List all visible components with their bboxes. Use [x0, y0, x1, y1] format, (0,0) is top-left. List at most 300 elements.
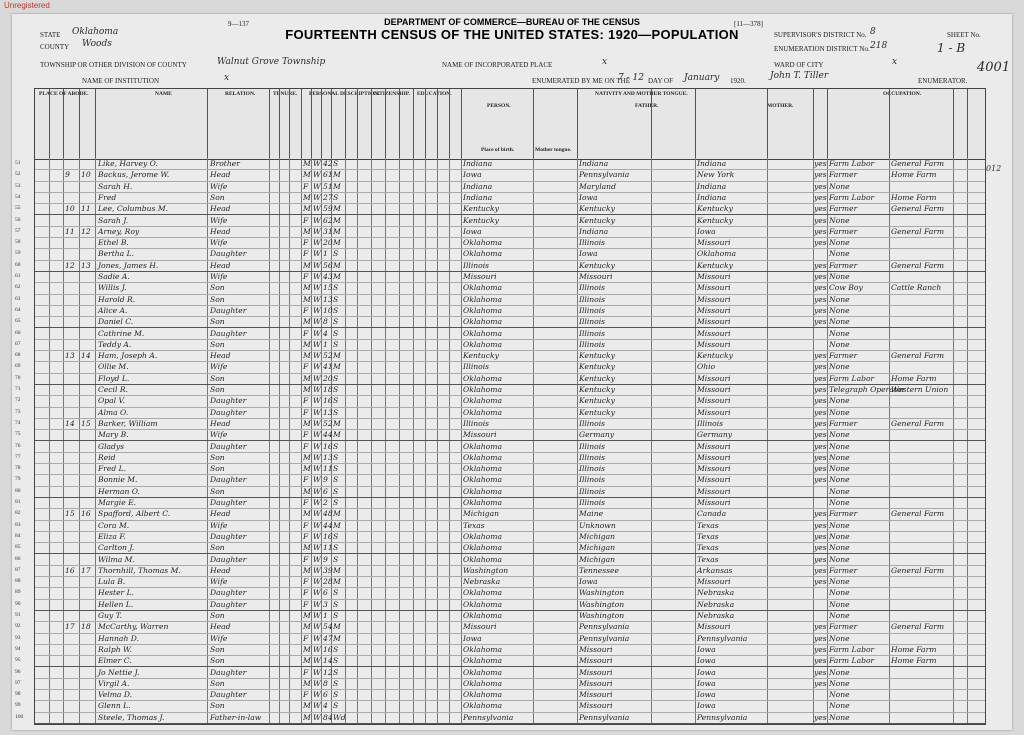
mother-birthplace-cell: Missouri [697, 294, 731, 304]
marital-status-cell: S [333, 678, 339, 688]
line-number-cell: 62 [15, 284, 21, 291]
mother-birthplace-cell: Germany [697, 430, 733, 440]
relation-cell: Wife [210, 633, 228, 643]
person-name-cell: Arney, Roy [98, 226, 140, 236]
marital-status-cell: S [333, 701, 339, 711]
occupation-cell: None [829, 667, 850, 677]
incorporated-label: NAME OF INCORPORATED PLACE [442, 61, 553, 69]
family-number-cell [81, 576, 95, 587]
father-birthplace-cell: Michigan [579, 543, 616, 553]
relation-cell: Son [210, 373, 225, 383]
age-cell: 11 [323, 543, 333, 553]
industry-cell: General Farm [891, 204, 945, 214]
father-birthplace-cell: Kentucky [579, 204, 615, 214]
race-cell: W [313, 373, 321, 383]
industry-cell [891, 294, 953, 305]
mother-birthplace-cell: Canada [697, 509, 727, 519]
marital-status-cell: S [333, 667, 339, 677]
line-number-cell: 65 [15, 318, 21, 325]
relation-cell: Daughter [210, 599, 247, 609]
occupation-cell: Farm Labor [829, 373, 875, 383]
industry-cell: Cattle Ranch [891, 283, 942, 293]
father-birthplace-cell: Maine [579, 509, 604, 519]
race-cell: W [313, 464, 321, 474]
dwelling-number-cell [65, 407, 79, 418]
father-birthplace-cell: Pennsylvania [579, 170, 630, 180]
father-birthplace-cell: Missouri [579, 656, 613, 666]
relation-cell: Father-in-law [210, 712, 262, 722]
mother-birthplace-cell: Iowa [697, 656, 716, 666]
family-number-cell [81, 474, 95, 485]
census-title: FOURTEENTH CENSUS OF THE UNITED STATES: 1920—POPULATION [285, 27, 739, 42]
line-number-cell: 56 [15, 216, 21, 223]
relation-cell: Son [210, 701, 225, 711]
family-number-cell [81, 497, 95, 508]
industry-cell [891, 633, 953, 644]
industry-cell [891, 339, 953, 350]
age-cell: 4 [323, 328, 328, 338]
age-cell: 62 [323, 215, 333, 225]
race-cell: W [313, 599, 321, 609]
father-birthplace-cell: Kentucky [579, 215, 615, 225]
personal-header: PERSONAL DESCRIPTION. [309, 91, 380, 97]
speaks-english-cell: yes [814, 351, 827, 361]
person-subheader: PERSON. [487, 103, 511, 109]
race-cell: W [313, 633, 321, 643]
father-birthplace-cell: Illinois [579, 475, 606, 485]
race-cell: W [313, 667, 321, 677]
line-number-cell: 53 [15, 182, 21, 189]
sex-cell: F [303, 181, 309, 191]
relation-cell: Son [210, 543, 225, 553]
birthplace-cell: Oklahoma [463, 464, 502, 474]
marital-status-cell: S [333, 159, 339, 168]
line-number-cell: 67 [15, 340, 21, 347]
institution-label: NAME OF INSTITUTION [82, 77, 159, 85]
sex-cell: M [303, 283, 311, 293]
person-name-cell: Carlton J. [98, 543, 135, 553]
line-number-cell: 69 [15, 363, 21, 370]
marital-status-cell: M [333, 362, 341, 372]
race-cell: W [313, 272, 321, 281]
person-name-cell: Sadie A. [98, 272, 130, 281]
line-number-cell: 81 [15, 499, 21, 505]
mother-birthplace-cell: Missouri [697, 385, 731, 394]
age-cell: 28 [323, 577, 333, 587]
sex-cell: M [303, 712, 311, 722]
industry-cell [891, 712, 953, 723]
race-cell: W [313, 226, 321, 236]
industry-cell [891, 497, 953, 508]
birthplace-cell: Oklahoma [463, 294, 502, 304]
speaks-english-cell: yes [814, 192, 827, 202]
mother-birthplace-cell: Kentucky [697, 351, 733, 361]
occupation-cell: Telegraph Operator [829, 385, 906, 394]
dwelling-number-cell [65, 452, 79, 463]
speaks-english-cell: yes [814, 294, 827, 304]
dwelling-number-cell [65, 441, 79, 452]
occupation-cell: None [829, 712, 850, 722]
mother-birthplace-cell: Nebraska [697, 599, 735, 609]
race-cell: W [313, 418, 321, 428]
person-name-cell: McCarthy, Warren [98, 622, 169, 632]
race-cell: W [313, 712, 321, 722]
age-cell: 43 [323, 272, 333, 281]
dwelling-number-cell [65, 531, 79, 542]
occupation-cell: Farmer [829, 509, 858, 519]
speaks-english-cell: yes [814, 656, 827, 666]
father-birthplace-cell: Missouri [579, 644, 613, 654]
family-number-cell [81, 282, 95, 293]
father-birthplace-cell: Washington [579, 599, 625, 609]
father-birthplace-cell: Iowa [579, 192, 598, 202]
race-cell: W [313, 362, 321, 372]
dwelling-number-cell [65, 361, 79, 372]
speaks-english-cell: yes [814, 531, 827, 541]
sex-cell: F [303, 599, 309, 609]
person-name-cell: Cathrine M. [98, 328, 145, 338]
occupation-cell: None [829, 701, 850, 711]
mother-birthplace-cell: Missouri [697, 238, 731, 248]
speaks-english-cell [814, 248, 828, 259]
line-number-cell: 73 [15, 408, 21, 415]
occupation-cell: None [829, 339, 850, 349]
father-birthplace-cell: Illinois [579, 464, 606, 474]
mother-birthplace-cell: Pennsylvania [697, 712, 748, 722]
sex-cell: F [303, 520, 309, 530]
industry-cell [891, 610, 953, 621]
line-number-cell: 60 [15, 261, 21, 268]
father-birthplace-cell: Illinois [579, 238, 606, 248]
marital-status-cell: S [333, 464, 339, 474]
relation-cell: Son [210, 656, 225, 666]
race-cell: W [313, 339, 321, 349]
age-cell: 27 [323, 192, 333, 202]
marital-status-cell: S [333, 305, 339, 315]
birthplace-cell: Oklahoma [463, 283, 502, 293]
relation-cell: Head [210, 509, 231, 519]
mother-birthplace-cell: Nebraska [697, 588, 735, 598]
occupation-cell: None [829, 531, 850, 541]
speaks-english-cell: yes [814, 283, 827, 293]
occupation-cell: None [829, 407, 850, 417]
age-cell: 44 [323, 430, 333, 440]
speaks-english-cell: yes [814, 260, 827, 270]
ward-label: WARD OF CITY [774, 61, 824, 69]
birthplace-cell: Oklahoma [463, 554, 502, 564]
occupation-cell: None [829, 215, 850, 225]
relation-cell: Daughter [210, 328, 247, 338]
line-number-cell: 70 [15, 374, 21, 381]
age-cell: 3 [323, 599, 328, 609]
father-birthplace-cell: Illinois [579, 498, 606, 507]
relation-cell: Wife [210, 272, 228, 281]
family-number-cell [81, 158, 95, 169]
birthplace-cell: Washington [463, 565, 509, 575]
age-cell: 6 [323, 588, 328, 598]
birthplace-cell: Oklahoma [463, 317, 502, 327]
birthplace-cell: Oklahoma [463, 599, 502, 609]
sex-cell: F [303, 305, 309, 315]
age-cell: 39 [323, 565, 333, 575]
occupation-cell: None [829, 396, 850, 406]
age-cell: 14 [323, 656, 333, 666]
sex-cell: M [303, 204, 311, 214]
day-label: DAY OF [648, 77, 673, 85]
birthplace-cell: Oklahoma [463, 475, 502, 485]
line-number-cell: 97 [15, 679, 21, 686]
family-number-cell [81, 689, 95, 700]
dwelling-number-cell: 10 [65, 204, 75, 214]
marital-status-cell: M [333, 204, 341, 214]
race-cell: W [313, 238, 321, 248]
marital-status-cell: S [333, 656, 339, 666]
family-number-cell [81, 305, 95, 316]
family-number-cell [81, 587, 95, 598]
speaks-english-cell: yes [814, 272, 827, 281]
dwelling-number-cell [65, 192, 79, 203]
age-cell: 52 [323, 418, 333, 428]
sex-cell: M [303, 170, 311, 180]
industry-cell [891, 554, 953, 565]
sex-cell: M [303, 317, 311, 327]
speaks-english-cell: yes [814, 452, 827, 462]
family-number-cell: 12 [81, 226, 91, 236]
father-birthplace-cell: Missouri [579, 667, 613, 677]
father-birthplace-cell: Illinois [579, 486, 606, 496]
race-cell: W [313, 588, 321, 598]
dwelling-number-cell [65, 700, 79, 711]
person-name-cell: Thornhill, Thomas M. [98, 565, 181, 575]
family-number-cell [81, 384, 95, 395]
enumerated-day: 7 - 12 [618, 73, 644, 83]
person-name-cell: Sarah H. [98, 181, 133, 191]
birthplace-cell: Oklahoma [463, 385, 502, 394]
relation-cell: Head [210, 260, 231, 270]
sex-cell: F [303, 531, 309, 541]
age-cell: 51 [323, 181, 333, 191]
family-number-cell [81, 395, 95, 406]
relation-cell: Head [210, 565, 231, 575]
speaks-english-cell: yes [814, 181, 827, 191]
father-birthplace-cell: Missouri [579, 678, 613, 688]
incorporated-value: x [602, 57, 608, 67]
race-cell: W [313, 192, 321, 202]
relation-cell: Head [210, 351, 231, 361]
line-number-cell: 64 [15, 306, 21, 313]
occupation-cell: None [829, 294, 850, 304]
speaks-english-cell: yes [814, 565, 827, 575]
birthplace-cell: Oklahoma [463, 701, 502, 711]
person-name-cell: Fred L. [98, 464, 127, 474]
dwelling-number-cell [65, 633, 79, 644]
race-cell: W [313, 170, 321, 180]
person-name-cell: Ralph W. [98, 644, 132, 654]
relation-cell: Son [210, 192, 225, 202]
relation-cell: Son [210, 294, 225, 304]
mother-subheader: MOTHER. [767, 103, 794, 109]
father-birthplace-cell: Illinois [579, 294, 606, 304]
occupation-header: OCCUPATION. [883, 91, 922, 97]
person-name-cell: Cecil R. [98, 385, 128, 394]
dwelling-number-cell [65, 339, 79, 350]
age-cell: 13 [323, 294, 333, 304]
line-number-cell: 99 [15, 702, 21, 709]
dwelling-number-cell: 9 [65, 170, 70, 180]
father-birthplace-cell: Iowa [579, 249, 598, 259]
father-birthplace-cell: Germany [579, 430, 615, 440]
family-number-cell: 16 [81, 509, 91, 519]
age-cell: 9 [323, 475, 328, 485]
birthplace-cell: Oklahoma [463, 305, 502, 315]
person-name-cell: Floyd L. [98, 373, 130, 383]
occupation-cell: Farm Labor [829, 656, 875, 666]
sex-cell: M [303, 701, 311, 711]
birthplace-cell: Kentucky [463, 215, 499, 225]
mother-birthplace-cell: Indiana [697, 192, 727, 202]
line-number-cell: 78 [15, 465, 21, 472]
dwelling-number-cell [65, 384, 79, 395]
father-subheader: FATHER. [635, 103, 659, 109]
family-number-cell: 13 [81, 260, 91, 270]
dwelling-number-cell [65, 395, 79, 406]
industry-cell [891, 181, 953, 192]
age-cell: 52 [323, 351, 333, 361]
person-name-cell: Alma O. [98, 407, 129, 417]
marital-status-cell: M [333, 430, 341, 440]
line-number-cell: 55 [15, 205, 21, 212]
family-number-cell [81, 486, 95, 497]
occupation-cell: None [829, 475, 850, 485]
form-code: [11—378] [734, 20, 763, 28]
family-number-cell [81, 712, 95, 723]
dwelling-number-cell [65, 463, 79, 474]
sex-cell: M [303, 159, 311, 168]
occupation-cell: None [829, 441, 850, 451]
table-row [15, 712, 985, 724]
age-cell: 42 [323, 159, 333, 168]
dwelling-number-cell [65, 305, 79, 316]
family-number-cell [81, 339, 95, 350]
sex-cell: M [303, 509, 311, 519]
birthplace-cell: Oklahoma [463, 543, 502, 553]
industry-cell: General Farm [891, 418, 945, 428]
line-number-cell: 96 [15, 668, 21, 675]
line-number-cell: 54 [15, 193, 21, 200]
margin-note: 012 [986, 164, 1002, 173]
age-cell: 12 [323, 667, 333, 677]
family-number-cell [81, 248, 95, 259]
dwelling-number-cell [65, 237, 79, 248]
birthplace-cell: Oklahoma [463, 373, 502, 383]
mother-birthplace-cell: Missouri [697, 452, 731, 462]
birthplace-cell: Illinois [463, 260, 490, 270]
birthplace-cell: Oklahoma [463, 407, 502, 417]
dwelling-number-cell: 12 [65, 260, 75, 270]
person-name-cell: Harold R. [98, 294, 136, 304]
mother-birthplace-cell: Missouri [697, 373, 731, 383]
birthplace-cell: Oklahoma [463, 611, 502, 620]
father-birthplace-cell: Illinois [579, 418, 606, 428]
sex-cell: M [303, 351, 311, 361]
speaks-english-cell: yes [814, 362, 827, 372]
speaks-english-cell: yes [814, 554, 827, 564]
race-cell: W [313, 498, 321, 507]
dwelling-number-cell [65, 712, 79, 723]
speaks-english-cell: yes [814, 622, 827, 632]
father-birthplace-cell: Kentucky [579, 351, 615, 361]
column-headers [34, 88, 986, 160]
speaks-english-cell: yes [814, 430, 827, 440]
marital-status-cell: S [333, 486, 339, 496]
relation-cell: Son [210, 283, 225, 293]
citizenship-header: CITIZENSHIP. [373, 91, 410, 97]
relation-cell: Wife [210, 577, 228, 587]
person-name-cell: Gladys [98, 441, 125, 451]
state-value: Oklahoma [72, 27, 119, 37]
person-name-cell: Virgil A. [98, 678, 130, 688]
age-cell: 44 [323, 520, 333, 530]
county-value: Woods [82, 39, 112, 49]
dwelling-number-cell [65, 328, 79, 339]
occupation-cell: Farm Labor [829, 159, 875, 168]
sex-cell: F [303, 272, 309, 281]
speaks-english-cell [814, 497, 828, 508]
relation-cell: Son [210, 452, 225, 462]
family-number-cell [81, 328, 95, 339]
person-name-cell: Ethel B. [98, 238, 129, 248]
industry-cell [891, 520, 953, 531]
sex-cell: F [303, 667, 309, 677]
mother-birthplace-cell: Nebraska [697, 611, 735, 620]
age-cell: 20 [323, 373, 333, 383]
age-cell: 84 [323, 712, 333, 722]
industry-cell [891, 689, 953, 700]
birthplace-cell: Iowa [463, 226, 482, 236]
race-cell: W [313, 351, 321, 361]
sex-cell: M [303, 418, 311, 428]
industry-cell [891, 407, 953, 418]
mother-birthplace-cell: Iowa [697, 667, 716, 677]
marital-status-cell: S [333, 283, 339, 293]
father-birthplace-cell: Kentucky [579, 362, 615, 372]
dwelling-number-cell [65, 644, 79, 655]
industry-cell [891, 667, 953, 678]
father-birthplace-cell: Missouri [579, 701, 613, 711]
age-cell: 6 [323, 486, 328, 496]
family-number-cell [81, 678, 95, 689]
line-number-cell: 89 [15, 589, 21, 596]
age-cell: 1 [323, 339, 328, 349]
person-name-cell: Hellen L. [98, 599, 134, 609]
occupation-cell: None [829, 543, 850, 553]
form-number: 9—137 [228, 20, 249, 28]
industry-cell: General Farm [891, 565, 945, 575]
sex-cell: M [303, 565, 311, 575]
speaks-english-cell: yes [814, 305, 827, 315]
family-number-cell [81, 237, 95, 248]
enumerated-month: January [684, 73, 720, 83]
marital-status-cell: S [333, 588, 339, 598]
person-name-cell: Jones, James H. [98, 260, 159, 270]
mother-birthplace-cell: Indiana [697, 159, 727, 168]
relation-cell: Son [210, 317, 225, 327]
marital-status-cell: S [333, 611, 339, 620]
line-number-cell: 94 [15, 645, 21, 652]
marital-status-cell: M [333, 215, 341, 225]
dwelling-number-cell: 16 [65, 565, 75, 575]
relation-cell: Daughter [210, 588, 247, 598]
